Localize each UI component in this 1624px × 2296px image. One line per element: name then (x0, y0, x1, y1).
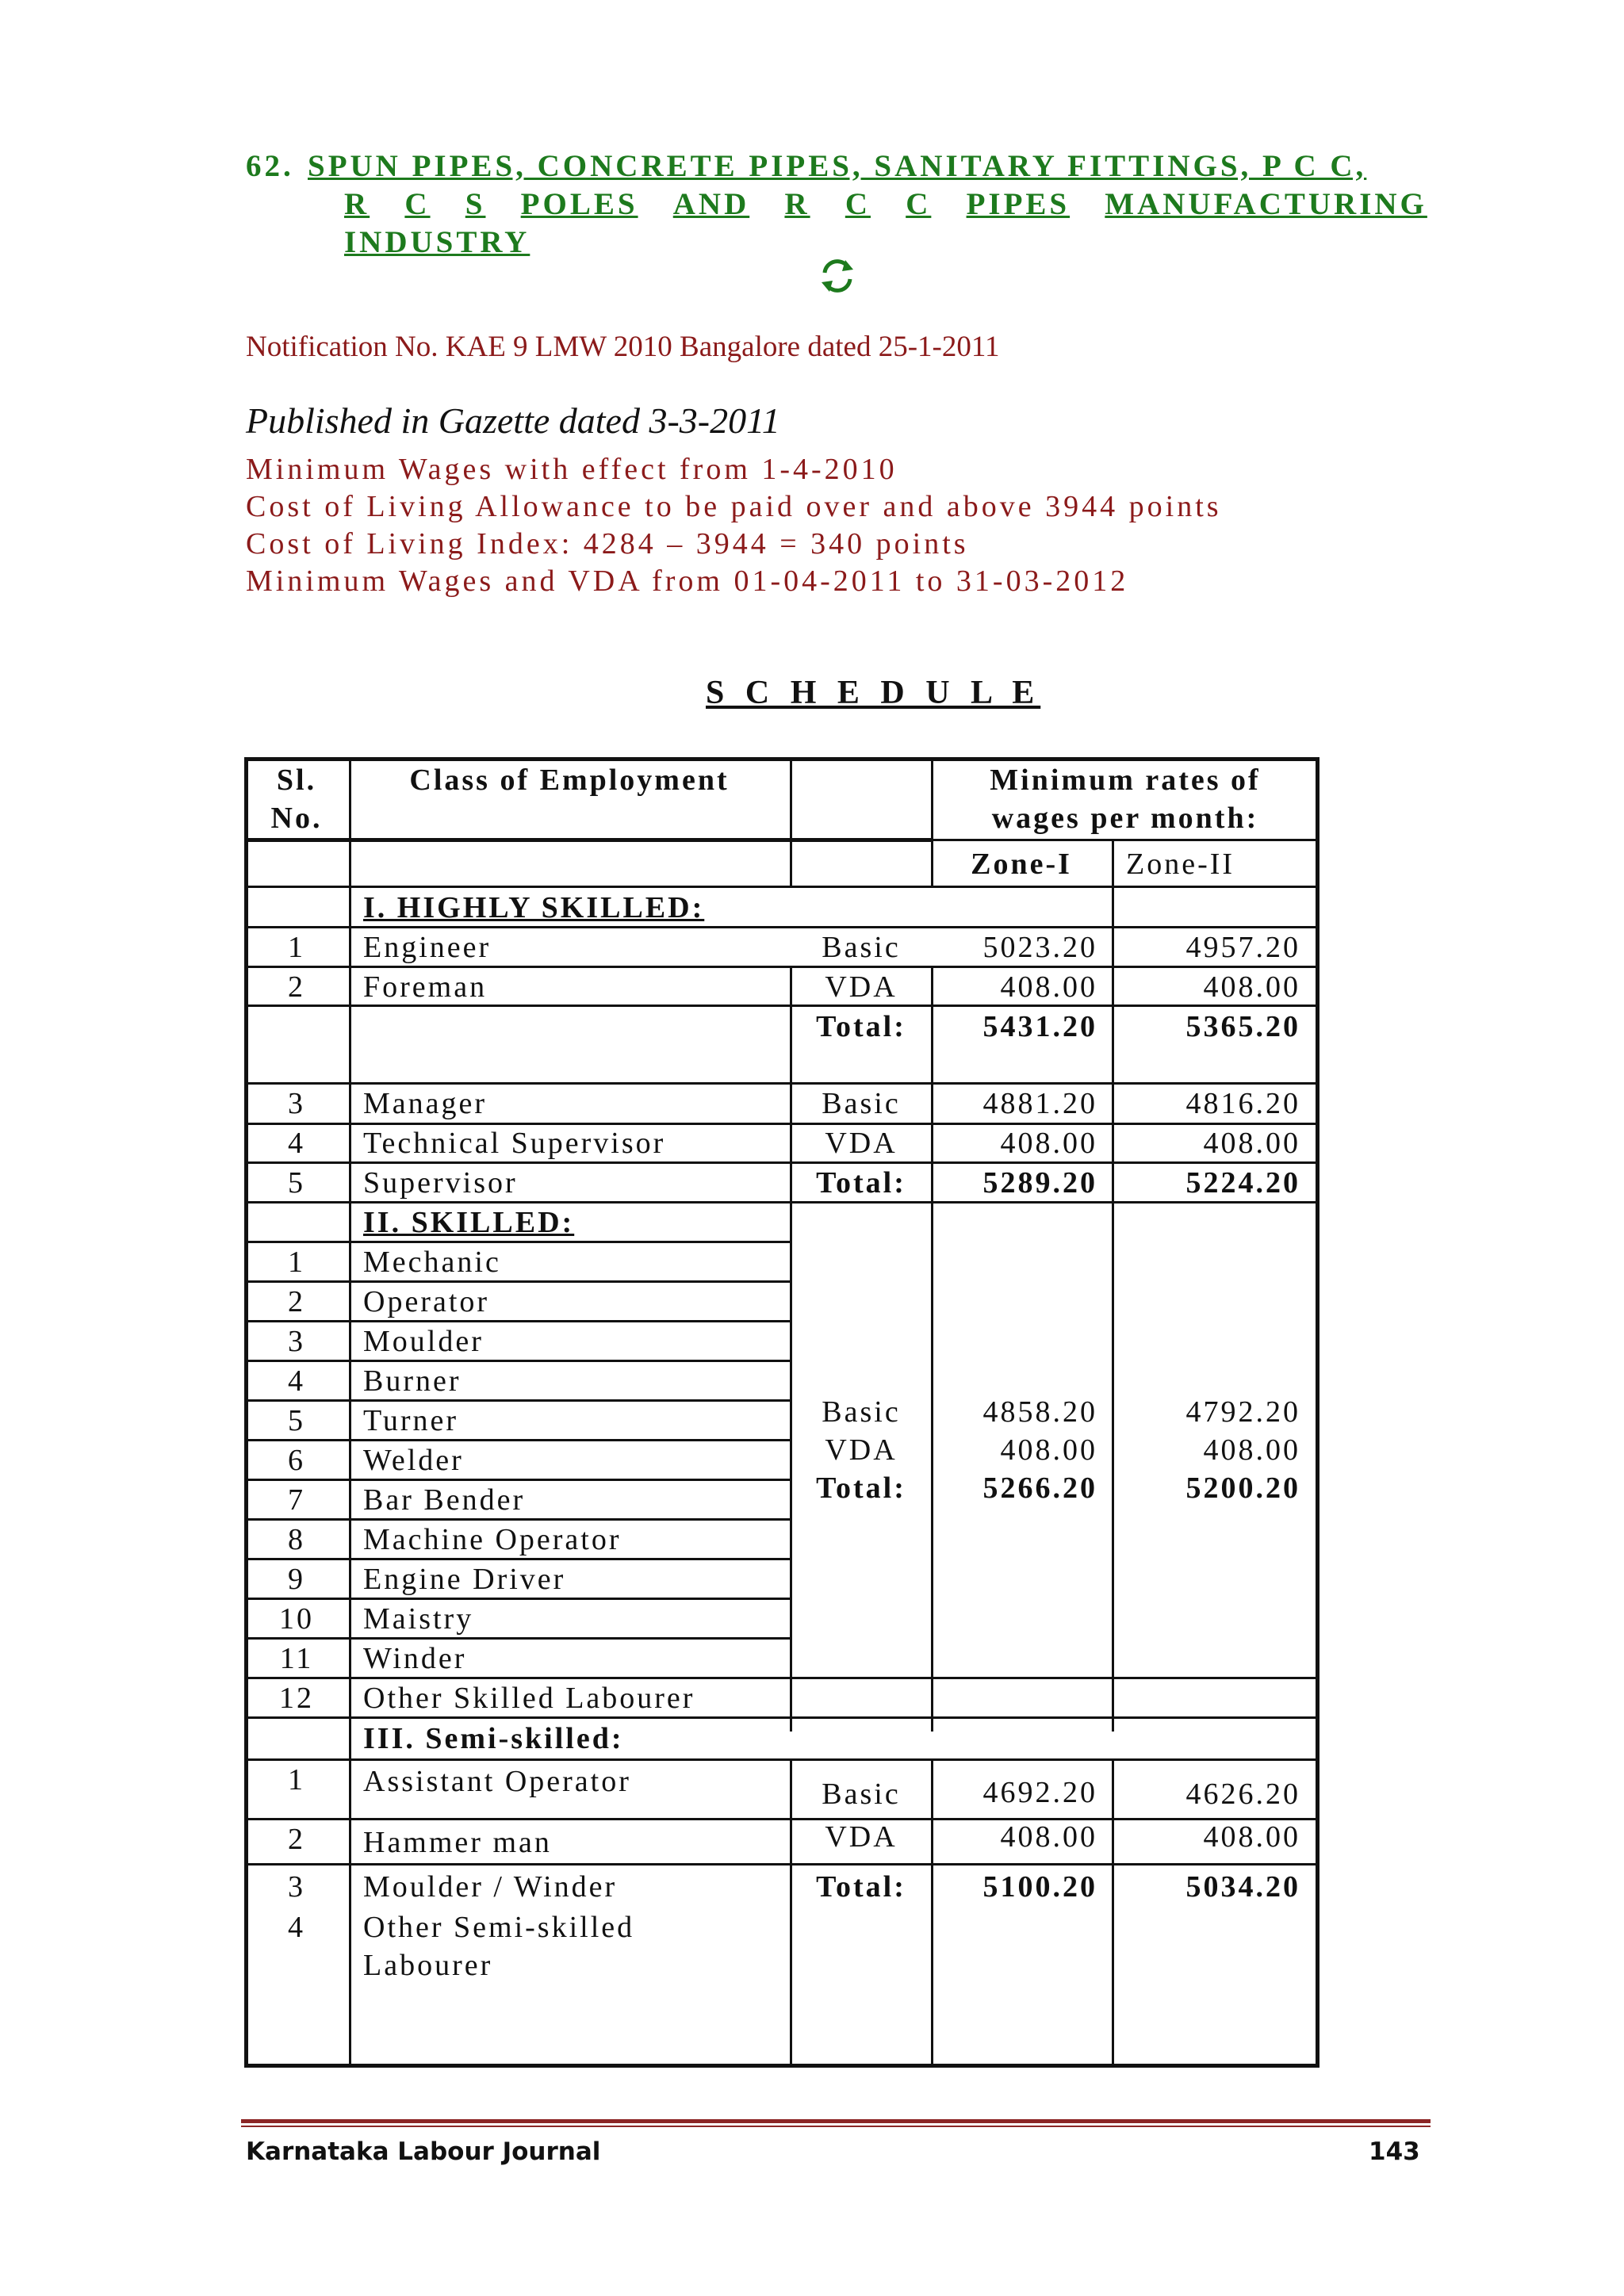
table-row-sl: 9 (288, 1563, 305, 1596)
table-row-class: Foreman (363, 970, 488, 1004)
table-row-class: Burner (363, 1364, 462, 1398)
basic-label: Basic (822, 1087, 901, 1120)
table-row-sl: 3 (288, 1325, 305, 1358)
zone-1-total: 5289.20 (982, 1166, 1097, 1200)
heading-word: C (404, 187, 431, 221)
heading-word: PIPES (966, 187, 1071, 221)
zone-2-total: 5200.20 (1185, 1471, 1300, 1505)
vda-label: VDA (825, 1127, 898, 1160)
sl-no-header (244, 761, 349, 837)
class-line: Labourer (363, 1949, 493, 1982)
table-row-sl: 3 (288, 1870, 305, 1904)
section-skilled-title: II. SKILLED: (363, 1206, 575, 1239)
zone-1-basic: 5023.20 (982, 931, 1097, 964)
table-row-class: Operator (363, 1285, 490, 1318)
table-row-class: Machine Operator (363, 1523, 622, 1556)
heading-number: 62. (246, 149, 294, 183)
table-row-class: Hammer man (363, 1826, 552, 1859)
table-row-class: Winder (363, 1642, 467, 1675)
notification-line: Notification No. KAE 9 LMW 2010 Bangalore dated 25-1-2011 (246, 331, 1000, 363)
zone-1-header: Zone-I (971, 848, 1072, 881)
table-row-class: Welder (363, 1444, 464, 1477)
minimum-rates-header (931, 761, 1320, 837)
heading-word: MANUFACTURING (1105, 187, 1427, 221)
heading-word: POLES (520, 187, 638, 221)
zone-1-basic: 4692.20 (982, 1776, 1097, 1809)
basic-label: Basic (822, 1395, 901, 1429)
table-row-sl: 12 (279, 1682, 314, 1715)
table-row-sl: 10 (279, 1602, 314, 1636)
zone-1-vda: 408.00 (1000, 970, 1097, 1004)
refresh-icon (817, 255, 858, 297)
row-divider (244, 1863, 1319, 1866)
gazette-line: Published in Gazette dated 3-3-2011 (246, 400, 780, 441)
table-row-sl: 1 (288, 1246, 305, 1279)
rates-header-line: Minimum rates of (990, 763, 1261, 797)
wage-schedule-table (244, 757, 1319, 2067)
total-label: Total: (816, 1010, 906, 1043)
heading-word: C (906, 187, 932, 221)
table-row-class: Engine Driver (363, 1563, 566, 1596)
table-row-sl: 5 (288, 1404, 305, 1437)
table-row-sl: 1 (288, 1763, 305, 1797)
heading-word: R (344, 187, 370, 221)
heading-line-3: INDUSTRY (344, 225, 530, 259)
table-row-sl: 3 (288, 1087, 305, 1120)
zone-1-vda: 408.00 (1000, 1433, 1097, 1467)
table-border (1316, 757, 1320, 2068)
zone-1-total: 5266.20 (982, 1471, 1097, 1505)
wage-info-line: Cost of Living Allowance to be paid over and above 3944 points (246, 490, 1222, 523)
wage-info-line: Minimum Wages and VDA from 01-04-2011 to 31-03-2012 (246, 564, 1129, 598)
heading-word: C (845, 187, 871, 221)
page-number: 143 (1369, 2137, 1420, 2166)
sl-header-line: No. (270, 802, 323, 835)
footer-rule (241, 2119, 1431, 2123)
zone-2-basic: 4626.20 (1185, 1777, 1300, 1811)
zone-2-header: Zone-II (1126, 848, 1235, 881)
zone-1-total: 5431.20 (982, 1010, 1097, 1043)
row-divider (244, 838, 931, 842)
zone-2-vda: 408.00 (1203, 1820, 1300, 1854)
vda-label: VDA (825, 1820, 898, 1854)
column-divider (349, 757, 351, 2068)
table-row-sl: 11 (279, 1642, 314, 1675)
row-divider (931, 839, 1320, 841)
table-row-sl: 4 (288, 1911, 305, 1944)
heading-word: S (465, 187, 486, 221)
table-row-sl: 6 (288, 1444, 305, 1477)
zone-2-vda: 408.00 (1203, 970, 1300, 1004)
table-row-class: Moulder (363, 1325, 484, 1358)
zone-2-basic: 4816.20 (1185, 1087, 1300, 1120)
basic-label: Basic (822, 931, 901, 964)
heading-word: R (784, 187, 810, 221)
vda-label: VDA (825, 1433, 898, 1467)
class-of-employment-header: Class of Employment (409, 763, 730, 797)
section-highly-skilled-title: I. HIGHLY SKILLED: (363, 891, 705, 924)
total-label: Total: (816, 1870, 906, 1904)
sl-header-line: Sl. (276, 763, 317, 797)
class-line: Other Semi-skilled (363, 1911, 635, 1944)
heading-line-2 (344, 186, 1427, 224)
vda-label: VDA (825, 970, 898, 1004)
table-row-class: Assistant Operator (363, 1765, 631, 1798)
column-divider (790, 757, 792, 887)
heading-word: AND (672, 187, 750, 221)
rates-header-line: wages per month: (991, 802, 1259, 835)
table-row-sl: 2 (288, 970, 305, 1004)
total-label: Total: (816, 1166, 906, 1200)
zone-1-total: 5100.20 (982, 1870, 1097, 1904)
table-border (244, 2064, 1319, 2068)
table-row-sl: 5 (288, 1166, 305, 1200)
zone-1-vda: 408.00 (1000, 1820, 1097, 1854)
table-row-sl: 1 (288, 931, 305, 964)
table-row-class (363, 1908, 634, 1984)
row-divider (244, 1758, 1319, 1761)
table-row-class: Mechanic (363, 1246, 501, 1279)
basic-label: Basic (822, 1777, 901, 1811)
total-label: Total: (816, 1471, 906, 1505)
footer-journal-name: Karnataka Labour Journal (246, 2137, 601, 2166)
zone-2-vda: 408.00 (1203, 1433, 1300, 1467)
schedule-title: S C H E D U L E (706, 675, 1041, 711)
table-row-sl: 4 (288, 1127, 305, 1160)
column-divider (790, 966, 792, 1732)
zone-2-basic: 4957.20 (1185, 931, 1300, 964)
table-row-class: Turner (363, 1404, 459, 1437)
footer-rule (241, 2126, 1431, 2127)
table-row-class: Bar Bender (363, 1483, 526, 1517)
table-row-class: Moulder / Winder (363, 1870, 618, 1904)
table-row-class: Other Skilled Labourer (363, 1682, 695, 1715)
table-row-sl: 7 (288, 1483, 305, 1517)
zone-1-basic: 4881.20 (982, 1087, 1097, 1120)
column-divider (931, 966, 933, 1732)
table-row-class: Maistry (363, 1602, 474, 1636)
wage-info-line: Cost of Living Index: 4284 – 3944 = 340 points (246, 527, 969, 561)
table-row-sl: 8 (288, 1523, 305, 1556)
table-row-sl: 4 (288, 1364, 305, 1398)
zone-2-total: 5365.20 (1185, 1010, 1300, 1043)
table-row-sl: 2 (288, 1823, 305, 1856)
table-row-sl: 2 (288, 1285, 305, 1318)
zone-2-total: 5034.20 (1185, 1870, 1300, 1904)
zone-2-vda: 408.00 (1203, 1127, 1300, 1160)
heading-line-1: SPUN PIPES, CONCRETE PIPES, SANITARY FITTINGS, P C C, (308, 149, 1367, 183)
table-row-class: Manager (363, 1087, 488, 1120)
table-row-class: Technical Supervisor (363, 1127, 666, 1160)
zone-2-basic: 4792.20 (1185, 1395, 1300, 1429)
table-row-class: Engineer (363, 931, 492, 964)
zone-1-basic: 4858.20 (982, 1395, 1097, 1429)
zone-1-vda: 408.00 (1000, 1127, 1097, 1160)
section-semi-skilled-title: III. Semi-skilled: (363, 1722, 624, 1755)
zone-2-total: 5224.20 (1185, 1166, 1300, 1200)
wage-info-line: Minimum Wages with effect from 1-4-2010 (246, 453, 898, 486)
table-row-class: Supervisor (363, 1166, 518, 1200)
